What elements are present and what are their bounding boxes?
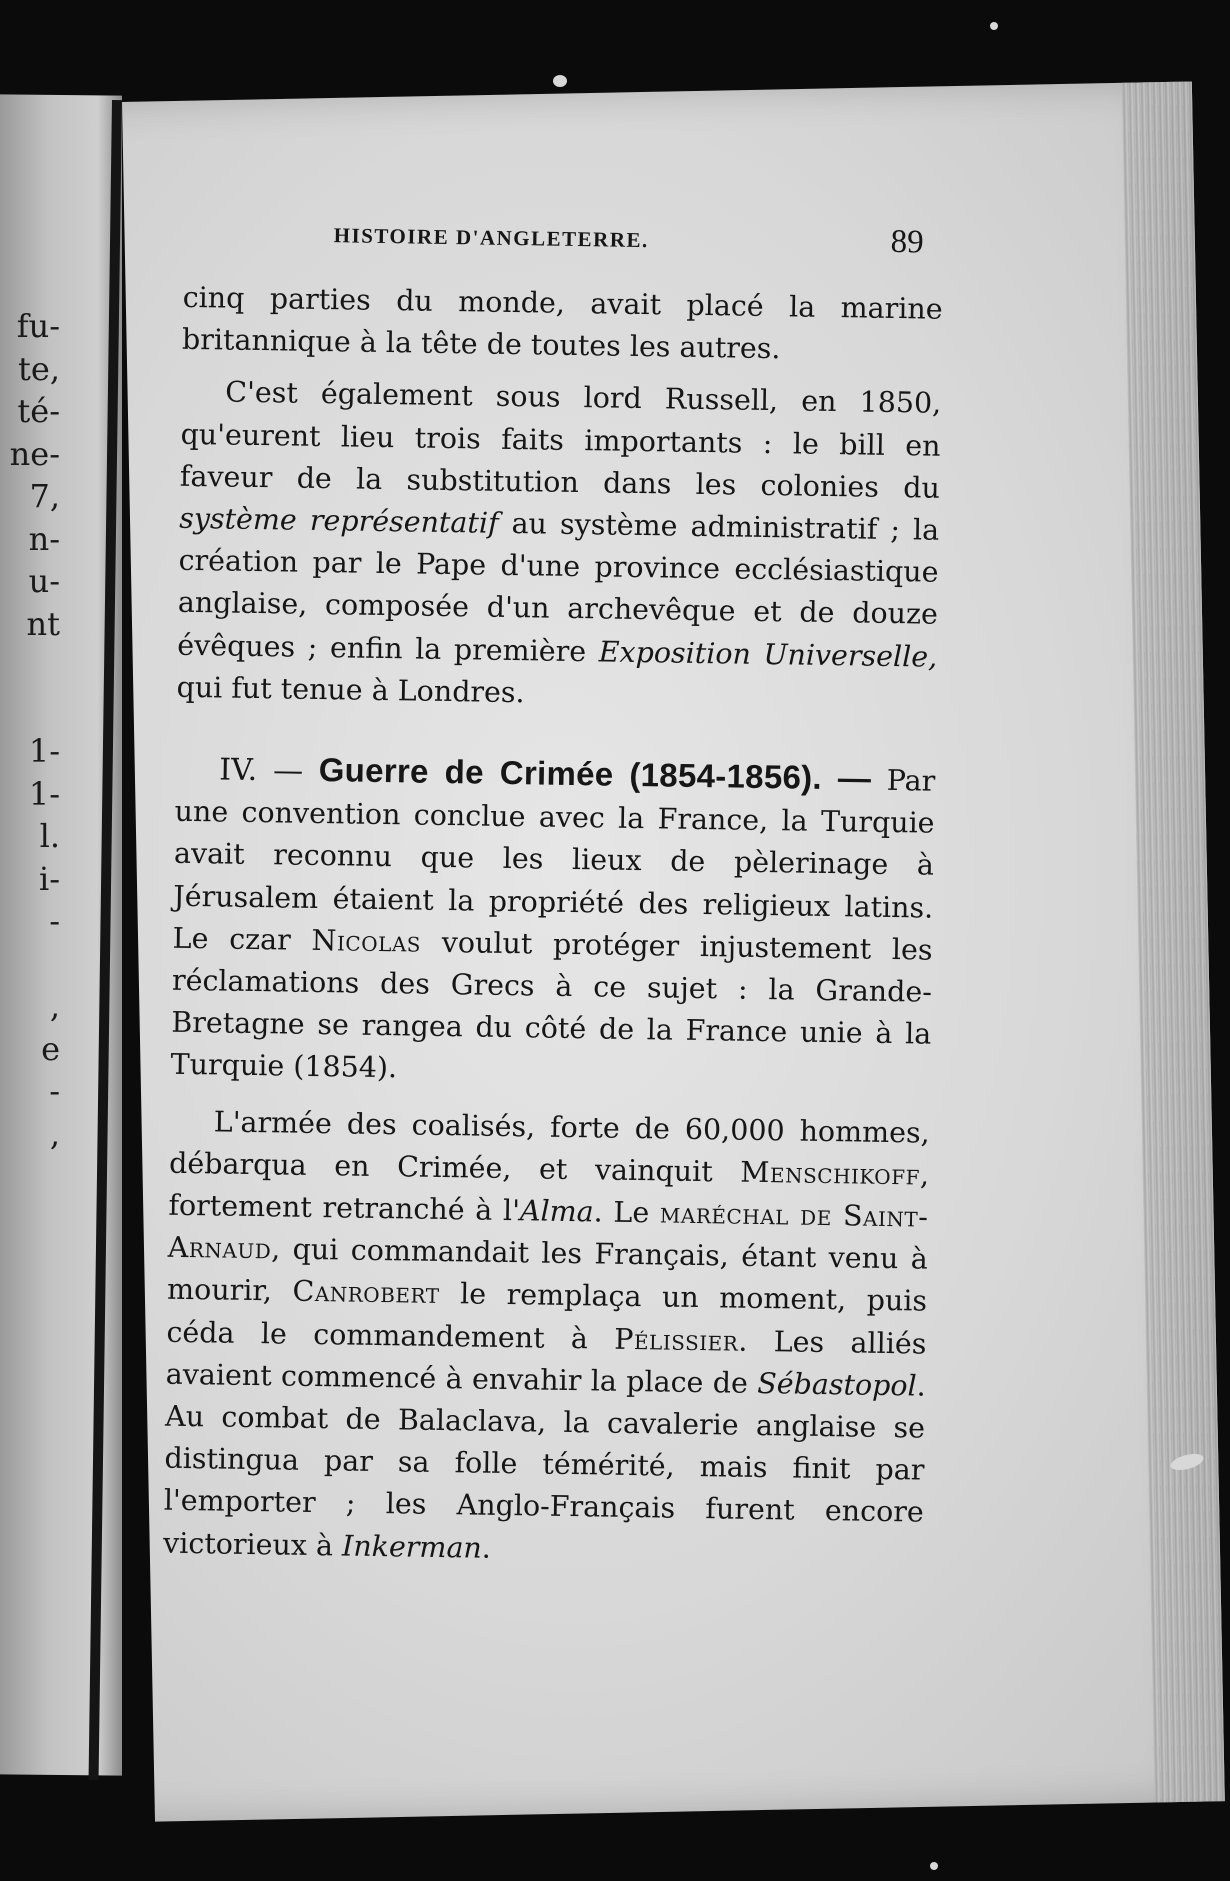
italic-term: Exposition Universelle,: [598, 635, 938, 674]
text-run: qui fut tenue à Londres.: [176, 670, 525, 710]
fragment: ne-: [9, 434, 60, 473]
text-run: . Les alliés avaient commencé à envahir la place de: [165, 1324, 927, 1400]
previous-page-text-fragments: [0, 305, 60, 1155]
person-name: Pélissier: [614, 1322, 739, 1358]
page-number: 89: [890, 223, 924, 261]
fragment: ,: [49, 987, 60, 1025]
page-header: [183, 211, 944, 283]
person-name: Nicolas: [311, 923, 422, 959]
person-name: Menschikoff: [740, 1155, 921, 1192]
section-iv: [170, 747, 935, 1099]
fragment: e: [41, 1029, 60, 1068]
page-content: [163, 211, 944, 1577]
paragraph-crimea: [163, 1100, 930, 1576]
fragment: 7,: [29, 477, 60, 515]
book-page: [122, 81, 1225, 1821]
fragment: -: [49, 902, 60, 940]
fragment: te,: [18, 349, 60, 388]
fragment: -: [49, 1072, 60, 1110]
fragment: n-: [28, 519, 60, 558]
fragment: nt: [26, 604, 60, 643]
fragment: [0, 943, 60, 986]
person-name: Canrobert: [292, 1275, 440, 1311]
fragment: 1-: [28, 732, 60, 770]
paragraph-russell: [176, 371, 941, 721]
person-name: maréchal de Saint-Arnaud: [167, 1196, 929, 1266]
place-name: Inkerman: [341, 1529, 483, 1565]
section-number: IV. —: [219, 752, 304, 789]
paragraph-continuation: cinq parties du monde, avait placé la marine britannique à la tête de toutes les autres.: [181, 280, 943, 366]
fragment: [0, 688, 60, 731]
dust-speck: [553, 75, 567, 87]
fragment: u-: [28, 562, 60, 600]
text-run: . Au combat de Balaclava, la cavalerie anglaise se distingua par sa folle témérité, mais finit par l'emporter ; les Anglo-Français furent encore victorieux à: [162, 1369, 926, 1563]
text-run: au système administratif ; la création par le Pape d'une province ecclésiastique anglaise, composée d'un archevêque et de douze évêques ; enfin la première: [177, 506, 940, 669]
text-run: , qui commandait les Français, étant venu à mourir,: [166, 1232, 928, 1309]
fragment: l.: [39, 817, 60, 855]
fragment: fu-: [16, 307, 60, 345]
fragment: té-: [17, 392, 60, 430]
text-run: le remplaça un moment, puis céda le commandement à: [166, 1277, 928, 1356]
fragment: 1-: [28, 774, 60, 813]
fragment: i-: [38, 859, 60, 898]
running-head: HISTOIRE D'ANGLETERRE.: [333, 223, 649, 253]
text-run: voulut protéger injustement les réclamations des Grecs à ce sujet : la Grande-Bretagne se rangea du côté de la France unie à la Turquie (1854).: [170, 925, 933, 1085]
fragment: ,: [49, 1114, 60, 1153]
place-name: Alma: [519, 1194, 594, 1229]
dust-speck: [990, 22, 998, 30]
text-run: .: [481, 1531, 492, 1565]
page-stack-edge: [1122, 81, 1225, 1802]
text-run: , fortement retranché à l': [168, 1158, 930, 1228]
text-run: C'est également sous lord Russell, en 1850, qu'eurent lieu trois faits importants : le bill en faveur de la substitution dans les colonies du: [179, 375, 942, 505]
text-run: Par une convention conclue avec la France, la Turquie avait reconnu que les lieux de pèlerinage à Jérusalem étaient la propriété des religieux latins. Le czar: [172, 763, 936, 957]
section-title: Guerre de Crimée (1854-1856). —: [318, 751, 872, 797]
place-name: Sébastopol: [757, 1366, 917, 1403]
text-run: L'armée des coalisés, forte de 60,000 hommes, débarqua en Crimée, et vainquit: [168, 1105, 930, 1189]
fragment: [0, 645, 60, 688]
italic-term: système représentatif: [179, 501, 499, 540]
text-run: . Le: [593, 1195, 661, 1230]
dust-speck: [930, 1862, 938, 1870]
